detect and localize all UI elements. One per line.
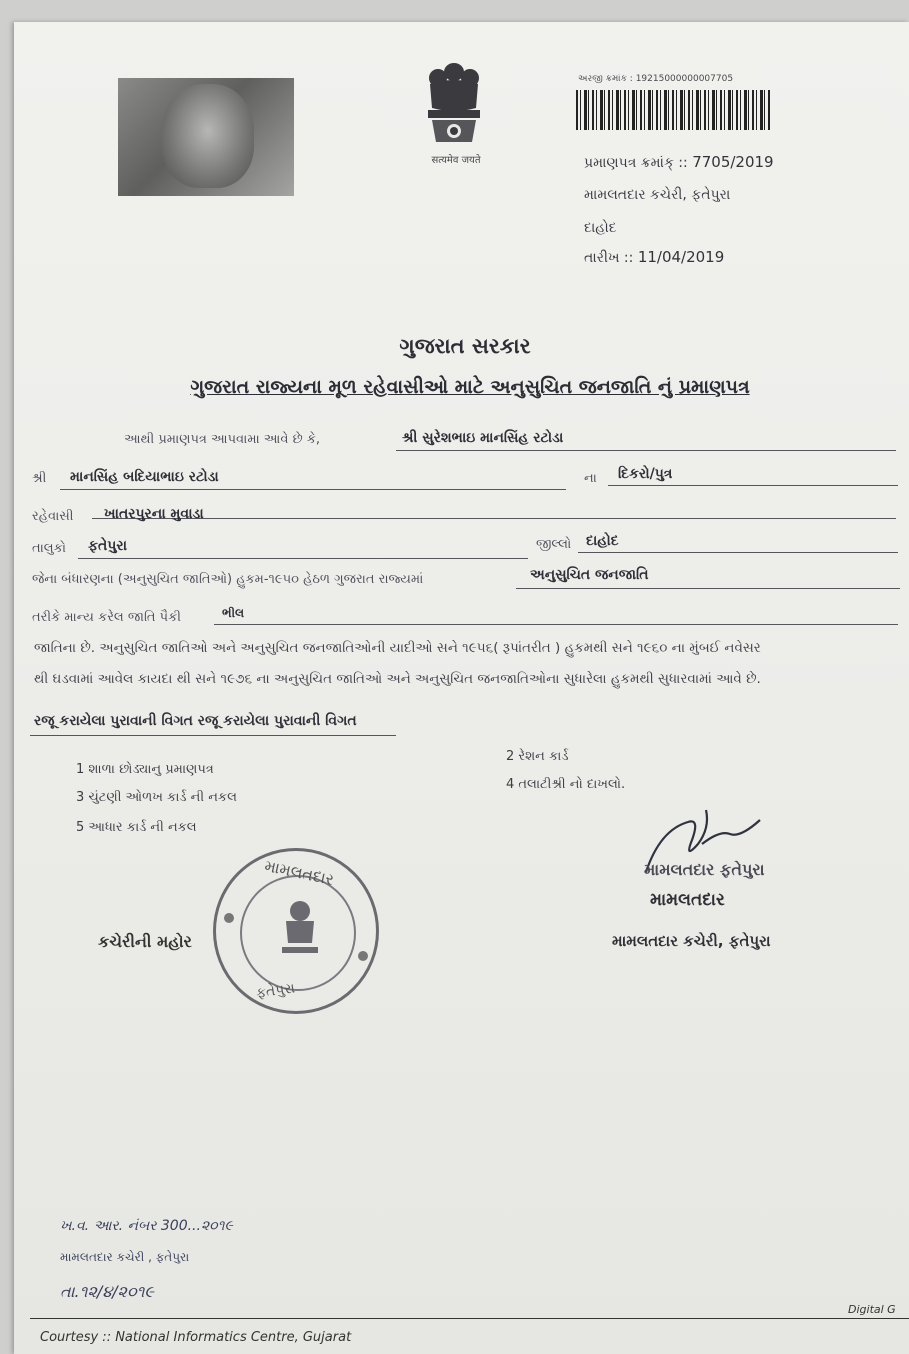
application-number: અરજી ક્રમાંક : 19215000000007705	[578, 74, 734, 84]
signatory-stamp: મામલતદાર ફતેપુરા	[644, 860, 765, 879]
government-title: ગુજરાત સરકાર	[399, 334, 531, 358]
national-emblem-icon	[414, 56, 494, 168]
shri-label: શ્રી	[32, 471, 47, 486]
signatory-title: મામલતદાર	[650, 890, 725, 910]
seal-ring-bottom: ફતેપુરા	[255, 980, 296, 1002]
legal-paragraph-line2: થી ઘડવામાં આવેલ કાયદા થી સને ૧૯૭૬ ના અનુસુચિત જાતિઓ અને અનુસુચિત જનજાતિઓના સુધારેલા હુકમથી સુધારવામાં આવે છે.	[34, 671, 761, 687]
evidence-item: 3 ચુંટણી ઓળખ કાર્ડ ની નકલ	[76, 790, 237, 805]
register-office: મામલતદાર કચેરી , ફતેપુરા	[60, 1250, 190, 1264]
emblem-motto: सत्यमेव जयते	[431, 155, 481, 166]
seal-ring-top: મામલતદાર	[262, 855, 336, 890]
evidence-item: 4 તલાટીશ્રી નો દાખલો.	[506, 777, 626, 792]
resident-label: રહેવાસી	[32, 509, 74, 524]
seal-emblem-icon	[272, 897, 328, 967]
order-text: જેના બંધારણના (અનુસુચિત જાતિઓ) હુકમ-૧૯૫૦ હેઠળ ગુજરાત રાજ્યમાં	[32, 572, 424, 587]
taluka-label: તાલુકો	[32, 541, 67, 556]
certificate-paper	[14, 22, 909, 1354]
applicant-photo	[118, 78, 294, 196]
barcode	[576, 90, 772, 130]
category-value: અનુસુચિત જનજાતિ	[530, 567, 649, 583]
district-value: દાહોદ	[586, 533, 619, 549]
taluka-value: ફતેપુરા	[88, 538, 128, 554]
signatory-office: મામલતદાર કચેરી, ફતેપુરા	[612, 932, 771, 950]
register-number: ખ.વ. આર. નંબર 300...૨૦૧૯	[60, 1218, 233, 1234]
office-seal-label: કચેરીની મહોર	[98, 932, 192, 951]
caste-value: ભીલ	[222, 606, 245, 620]
relation: દિકરો/પુત્ર	[618, 466, 673, 482]
certificate-title: ગુજરાત રાજ્યના મૂળ રહેવાસીઓ માટે અનુસુચિત જનજાતિ નું પ્રમાણપત્ર	[190, 376, 750, 398]
issuing-office: મામલતદાર કચેરી, ફતેપુરા	[584, 187, 731, 203]
footer-rule	[30, 1318, 909, 1319]
person-name: શ્રી સુરેશભાઇ માનસિંહ રટોડા	[402, 430, 564, 446]
evidence-item: 1 શાળા છોડ્યાનુ પ્રમાણપત્ર	[76, 762, 214, 777]
footer-courtesy: Courtesy :: National Informatics Centre, Gujarat	[40, 1330, 352, 1345]
evidence-heading: રજૂ કરાયેલા પુરાવાની વિગત રજૂ કરાયેલા પુરાવાની વિગત	[34, 713, 357, 729]
father-name: માનસિંહ બદિયાભાઇ રટોડા	[70, 469, 219, 485]
office-seal-stamp	[213, 848, 379, 1014]
register-date: તા.૧૨/૪/૨૦૧૯	[60, 1282, 154, 1301]
issue-date: તારીખ :: 11/04/2019	[584, 248, 725, 266]
issuing-district: દાહોદ	[584, 220, 617, 236]
intro-label: આથી પ્રમાણપત્ર આપવામા આવે છે કે,	[124, 432, 321, 447]
certificate-number: પ્રમાણપત્ર ક્રમાંક્ :: 7705/2019	[584, 153, 774, 171]
legal-paragraph-line1: જાતિના છે. અનુસુચિત જાતિઓ અને અનુસુચિત જનજાતિઓની યાદીઓ સને ૧૯૫૬( રૂપાંતરીત ) હુકમથી સને ૧૯૬૦ ના મુંબઈ નવેસર	[34, 640, 761, 656]
resident-value: ખાતરપુરના મુવાડા	[104, 506, 204, 522]
caste-label: તરીકે માન્ય કરેલ જાતિ પૈકી	[32, 610, 181, 625]
footer-digital: Digital G	[848, 1303, 896, 1316]
district-label: જીલ્લો	[536, 537, 572, 552]
evidence-item: 2 રેશન કાર્ડ	[506, 749, 569, 764]
evidence-item: 5 આધાર કાર્ડ ની નકલ	[76, 820, 197, 835]
na-label: ના	[584, 471, 597, 486]
